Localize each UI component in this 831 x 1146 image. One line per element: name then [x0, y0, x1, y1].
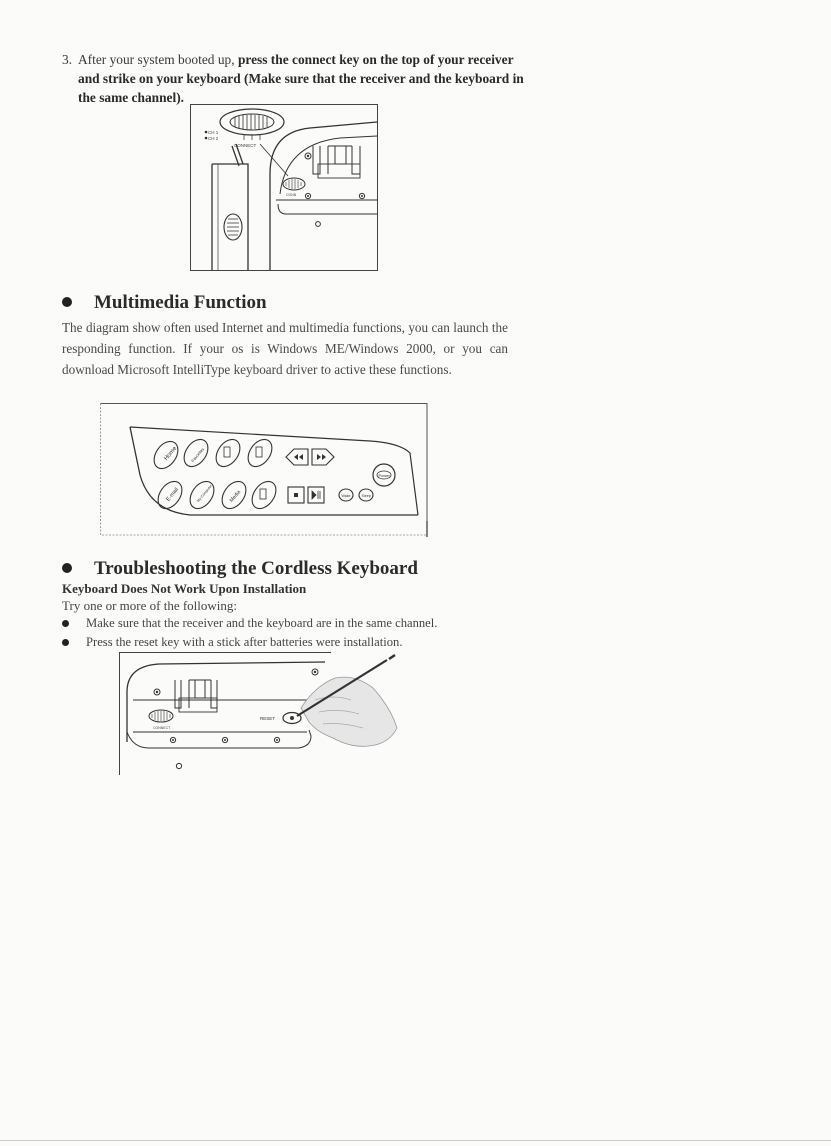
email-icon: E-mail	[165, 487, 180, 503]
key-email[interactable]	[153, 477, 187, 513]
troubleshooting-heading	[62, 558, 418, 580]
key-label: CONN	[286, 193, 297, 197]
key-favorites[interactable]	[179, 435, 213, 471]
key-media-1[interactable]	[211, 435, 245, 471]
wake-icon: Wake	[341, 494, 351, 498]
key-wake[interactable]	[339, 489, 353, 501]
play-pause-icon	[312, 491, 320, 499]
list-item-text: Make sure that the receiver and the keyboard are in the same channel.	[86, 616, 438, 630]
stop-icon	[294, 493, 298, 497]
key-media[interactable]	[217, 477, 251, 513]
step-3-text	[78, 50, 532, 107]
reset-label: RESET	[260, 716, 276, 721]
key-previous-track[interactable]	[286, 449, 308, 465]
troubleshooting-heading-text: Troubleshooting the Cordless Keyboard	[94, 558, 418, 579]
list-item-text: Press the reset key with a stick after batteries were installation.	[86, 635, 403, 649]
receiver-connect-figure	[190, 104, 378, 272]
sleep-icon: Sleep	[361, 494, 371, 498]
page-bottom-rule	[0, 1140, 831, 1141]
multimedia-heading	[62, 292, 267, 314]
key-media-2[interactable]	[243, 435, 277, 471]
bullet-icon	[62, 620, 69, 627]
ch1-label: CH 1	[208, 130, 219, 135]
troubleshooting-subheading: Keyboard Does Not Work Upon Installation	[62, 581, 307, 596]
multimedia-keys-figure	[100, 403, 430, 539]
key-home[interactable]	[149, 437, 183, 473]
key-sleep[interactable]	[359, 489, 373, 501]
troubleshooting-intro: Try one or more of the following:	[62, 598, 237, 613]
media-icon: Media	[228, 489, 243, 504]
bullet-icon	[62, 639, 69, 646]
ch2-label: CH 2	[208, 136, 219, 141]
reset-key-figure	[119, 652, 404, 776]
step-3-bold: press the connect key on the top of your receiver and strike on your keyboard (Make sure that the receiver and the keyboard in the same channel).	[78, 52, 524, 105]
key-power[interactable]	[373, 464, 395, 486]
power-icon: Power	[378, 473, 390, 478]
fast-forward-icon	[317, 454, 326, 460]
key-next-track[interactable]	[312, 449, 334, 465]
step-number: 3.	[62, 52, 73, 67]
favorites-icon: Favorites	[190, 446, 206, 464]
bullet-icon	[62, 297, 72, 307]
my-computer-icon: My Computer	[196, 483, 214, 504]
multimedia-heading-text: Multimedia Function	[94, 292, 267, 313]
key-media-3[interactable]	[247, 477, 281, 513]
rewind-icon	[294, 454, 303, 460]
step-3	[62, 50, 532, 107]
hand-with-stick-illustration	[297, 655, 397, 746]
connect-key-illustration	[220, 109, 284, 135]
list-item	[62, 616, 437, 631]
list-item	[62, 635, 403, 650]
key-my-computer[interactable]	[185, 477, 219, 513]
connect-label: CONNECT	[234, 143, 257, 148]
connect-label: CONNECT	[153, 726, 171, 730]
bullet-icon	[62, 563, 72, 573]
key-stop[interactable]	[288, 487, 304, 503]
multimedia-paragraph: The diagram show often used Internet and multimedia functions, you can launch the responding function. If your os is Windows ME/Windows 2000, or you can download Microsoft IntelliType keyboard driver to active these functions.	[62, 320, 508, 377]
step-3-lead: After your system booted up,	[78, 52, 235, 67]
home-icon: Home	[163, 445, 179, 462]
key-play-pause[interactable]	[308, 487, 324, 503]
